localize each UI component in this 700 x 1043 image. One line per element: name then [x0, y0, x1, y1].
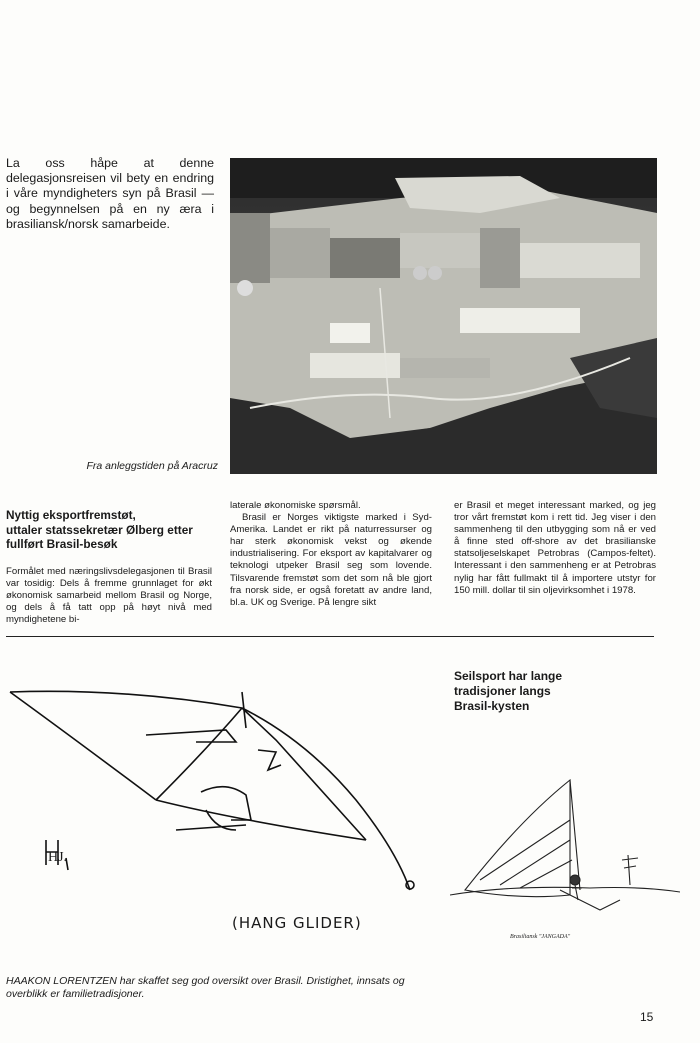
article-column-1 — [6, 566, 212, 626]
seilsport-headline — [454, 669, 634, 714]
headline-line: tradisjoner langs — [454, 684, 551, 698]
artist-initials: HJ. — [48, 850, 68, 865]
article-headline — [6, 508, 218, 552]
footer-caption: HAAKON LORENTZEN har skaffet seg god oversikt over Brasil. Dristighet, innsats og overblikk er familietradisjoner. — [6, 975, 405, 1000]
aerial-photo-aracruz — [230, 158, 657, 474]
photo-caption: Fra anleggstiden på Aracruz — [86, 460, 218, 472]
sailboat-caption: Brasiliansk "JANGADA" — [510, 934, 571, 940]
intro-text: La oss håpe at denne delegasjonsreisen vil bety en endring i våre myndigheters syn på Brasil — og begynnelsen på en ny æra i brasiliansk/norsk samarbeide. — [6, 156, 214, 231]
headline-line: Seilsport har lange — [454, 669, 563, 683]
jangada-sailboat-sketch — [450, 760, 680, 950]
headline-line: uttaler statssekretær Ølberg etter — [6, 522, 193, 537]
paragraph: Brasil er Norges viktigste marked i Syd-Amerika. Landet er rikt på naturressurser og har sterk økonomisk vekst og økende industrialisering. For eksport av kapitalvarer og teknologi utpeker Brasil seg som lovende. Tilsvarende fremstøt som det som nå ble gjort fra norsk side, er også foretatt av andre land, bl.a. UK og Sverige. På lengre sikt — [230, 512, 432, 608]
headline-line: Nyttig eksportfremstøt, — [6, 508, 136, 522]
paragraph: laterale økonomiske spørsmål. — [230, 500, 361, 511]
hang-glider-text: (HANG GLIDER) — [232, 914, 362, 932]
article-column-2 — [230, 500, 432, 609]
page-number: 15 — [640, 1010, 654, 1024]
headline-line: Brasil-kysten — [454, 699, 530, 713]
hang-glider-label — [232, 914, 392, 942]
hang-glider-sketch — [6, 680, 426, 900]
headline-line: fullført Brasil-besøk — [6, 537, 118, 551]
article-column-3 — [454, 500, 656, 597]
paragraph: Formålet med næringslivsdelegasjonen til Brasil var tosidig: Dels å fremme grunnlaget for økt økonomisk samarbeid mellom Brasil og Norge, og dels å få tatt opp på høyt nivå med myndighetene bi- — [6, 566, 212, 626]
paragraph: er Brasil et meget interessant marked, og jeg tror vårt fremstøt kom i rett tid. Jeg viser i den sammenheng til den utbygging som nå er ved å finne sted off-shore av det brasilianske statsoljeselskapet Petrobras (Campos-feltet). Interessant i den sammenheng er at Petrobras nylig har fått fullmakt til å importere utstyr for 150 mill. dollar til sin oljevirksomhet i 1978. — [454, 500, 656, 596]
section-divider — [6, 636, 654, 637]
